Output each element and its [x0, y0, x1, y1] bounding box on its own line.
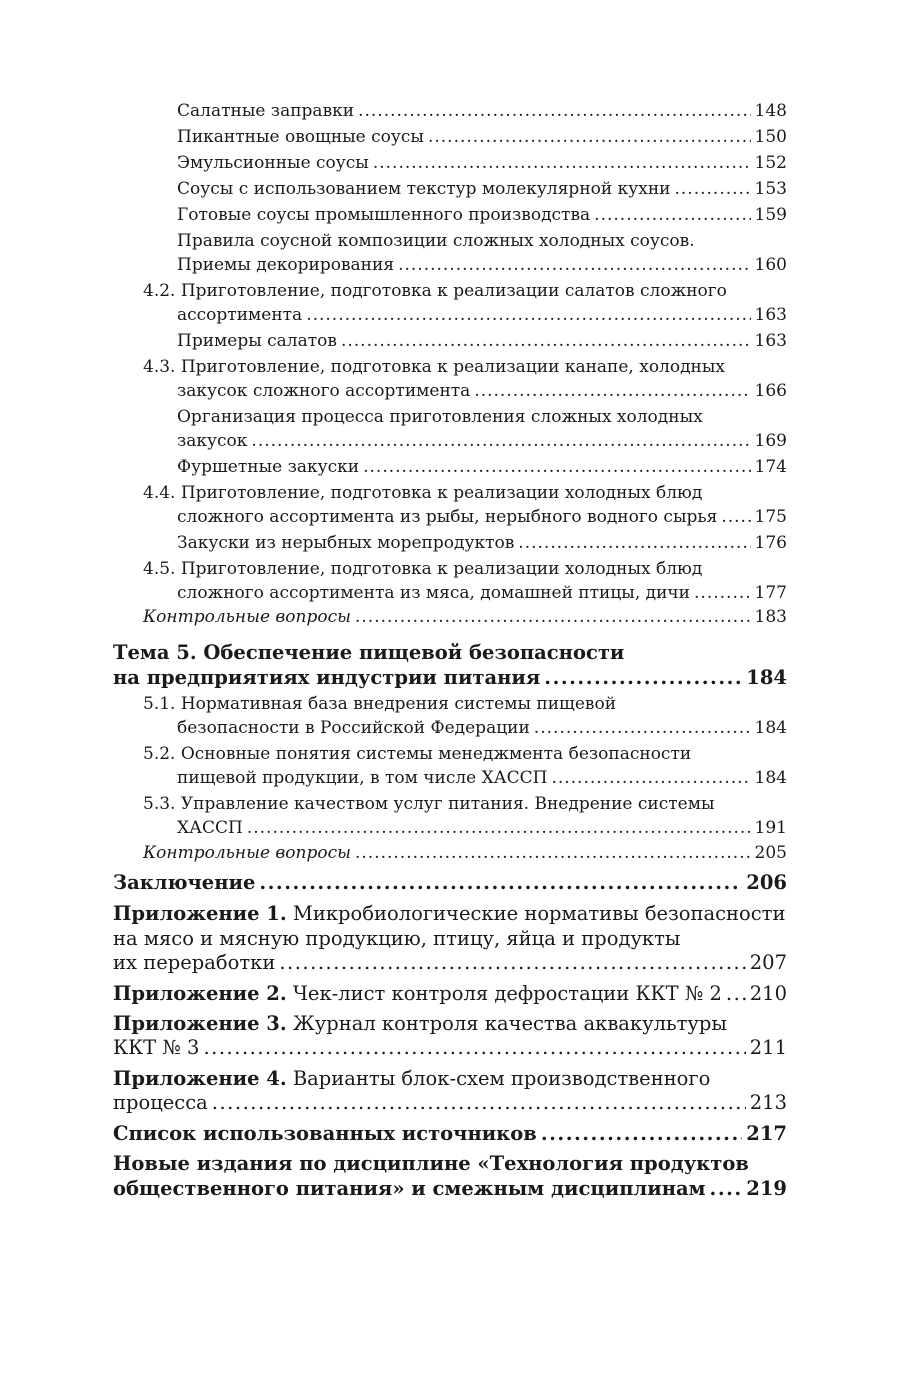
toc-page-number: 207 — [749, 951, 787, 974]
toc-entry-title: Приемы декорирования — [177, 255, 395, 275]
toc-entry-title: 5.2. Основные понятия системы менеджмента безопасности — [143, 744, 692, 764]
toc-line — [177, 766, 787, 790]
toc-line — [177, 379, 787, 403]
toc-appendix-line — [113, 1011, 787, 1037]
toc-line — [177, 329, 787, 353]
dot-leader — [428, 125, 751, 149]
toc-page-number: 150 — [754, 127, 787, 147]
toc-line — [177, 253, 787, 277]
toc-line — [143, 742, 787, 766]
toc-entry-title: Варианты блок-схем производственного — [286, 1067, 711, 1090]
toc-appendix-line — [113, 1090, 787, 1116]
toc-entry-title: 4.3. Приготовление, подготовка к реализации канапе, холодных — [143, 357, 726, 377]
toc-line — [177, 203, 787, 227]
toc-appendix-line — [113, 1066, 787, 1092]
toc-line — [143, 481, 787, 505]
toc-entry-title: 5.1. Нормативная база внедрения системы пищевой — [143, 694, 617, 714]
dot-leader — [675, 177, 751, 201]
toc-entry-title: Чек-лист контроля дефростации ККТ № 2 — [286, 982, 722, 1005]
toc-page-number: 176 — [754, 533, 787, 553]
dot-leader — [363, 455, 750, 479]
toc-entry-title: Микробиологические нормативы безопасности — [286, 902, 786, 925]
toc-entry-title: их переработки — [113, 951, 276, 974]
appendix-label: Приложение 3. — [113, 1012, 287, 1035]
toc-entry-title: общественного питания» и смежным дисциплинам — [113, 1177, 706, 1200]
toc-line — [177, 429, 787, 453]
toc-line — [177, 716, 787, 740]
toc-page-number: 175 — [754, 507, 787, 527]
dot-leader — [721, 505, 750, 529]
toc-line — [143, 279, 787, 303]
toc-line — [177, 816, 787, 840]
toc-heading — [113, 640, 787, 666]
dot-leader — [247, 816, 751, 840]
toc-page-number: 184 — [754, 768, 787, 788]
appendix-label: Приложение 1. — [113, 902, 287, 925]
toc-entry-title: Пикантные овощные соусы — [177, 127, 424, 147]
toc-line — [143, 557, 787, 581]
toc-entry-title: Контрольные вопросы — [143, 607, 351, 627]
toc-line — [143, 605, 787, 629]
toc-heading — [113, 1121, 787, 1147]
toc-line — [177, 229, 787, 253]
toc-entry-title: сложного ассортимента из мяса, домашней птицы, дичи — [177, 583, 691, 603]
toc-page-number: 153 — [754, 179, 787, 199]
dot-leader — [474, 379, 750, 403]
toc-entry-title: 4.5. Приготовление, подготовка к реализации холодных блюд — [143, 559, 703, 579]
toc-entry-title: Список использованных источников — [113, 1122, 537, 1145]
toc-appendix-line — [113, 901, 787, 927]
toc-line — [177, 177, 787, 201]
toc-entry-title: Салатные заправки — [177, 101, 355, 121]
toc-line — [177, 151, 787, 175]
dot-leader — [355, 605, 751, 629]
toc-line — [177, 99, 787, 123]
toc-page-number: 210 — [749, 982, 787, 1005]
toc-appendix-line — [113, 981, 787, 1007]
toc-line — [177, 125, 787, 149]
dot-leader — [355, 841, 751, 865]
dot-leader — [341, 329, 751, 353]
toc-heading — [113, 1151, 787, 1177]
toc-entry-title: ККТ № 3 — [113, 1036, 200, 1059]
toc-page-number: 184 — [746, 666, 787, 689]
dot-leader — [373, 151, 751, 175]
toc-line — [143, 792, 787, 816]
toc-entry-title: Журнал контроля качества аквакультуры — [286, 1012, 727, 1035]
toc-page-number: 174 — [754, 457, 787, 477]
toc-entry-title: безопасности в Российской Федерации — [177, 718, 530, 738]
toc-page-number: 205 — [754, 843, 787, 863]
toc-entry-title: Фуршетные закуски — [177, 457, 360, 477]
toc-page-number: 166 — [754, 381, 787, 401]
dot-leader — [544, 665, 742, 691]
toc-entry-title: закусок — [177, 431, 248, 451]
toc-entry-title: 4.4. Приготовление, подготовка к реализации холодных блюд — [143, 483, 703, 503]
dot-leader — [551, 766, 750, 790]
toc-entry-title: процесса — [113, 1091, 208, 1114]
toc-entry-title: Тема 5. Обеспечение пищевой безопасности — [113, 641, 625, 664]
toc-appendix-line — [113, 926, 787, 952]
toc-entry-title: Эмульсионные соусы — [177, 153, 369, 173]
toc-entry-title: Правила соусной композиции сложных холодных соусов. — [177, 231, 695, 251]
toc-page-number: 148 — [754, 101, 787, 121]
toc-page-number: 159 — [754, 205, 787, 225]
toc-entry-title: на мясо и мясную продукцию, птицу, яйца и продукты — [113, 927, 681, 950]
toc-page-number: 213 — [749, 1091, 787, 1114]
dot-leader — [203, 1035, 745, 1061]
toc-entry-title: на предприятиях индустрии питания — [113, 666, 541, 689]
toc-line — [143, 355, 787, 379]
toc-page-number: 211 — [749, 1036, 787, 1059]
toc-entry-title: Готовые соусы промышленного производства — [177, 205, 591, 225]
toc-heading — [113, 870, 787, 896]
toc-page-number: 183 — [754, 607, 787, 627]
toc-page-number: 177 — [754, 583, 787, 603]
dot-leader — [212, 1090, 746, 1116]
dot-leader — [726, 981, 746, 1007]
toc-page-number: 163 — [754, 305, 787, 325]
toc-page-number: 163 — [754, 331, 787, 351]
toc-entry-title: сложного ассортимента из рыбы, нерыбного водного сырья — [177, 507, 718, 527]
toc-entry-title: Организация процесса приготовления сложных холодных — [177, 407, 703, 427]
toc-line — [143, 841, 787, 865]
dot-leader — [259, 870, 742, 896]
toc-entry-title: Соусы с использованием текстур молекулярной кухни — [177, 179, 671, 199]
toc-entry-title: пищевой продукции, в том числе ХАССП — [177, 768, 548, 788]
dot-leader — [279, 950, 745, 976]
toc-line — [177, 505, 787, 529]
toc-page-number: 206 — [746, 871, 787, 894]
toc-page-number: 169 — [754, 431, 787, 451]
dot-leader — [534, 716, 751, 740]
dot-leader — [518, 531, 750, 555]
toc-line — [143, 692, 787, 716]
toc-entry-title: 5.3. Управление качеством услуг питания. Внедрение системы — [143, 794, 715, 814]
toc-line — [177, 581, 787, 605]
appendix-label: Приложение 2. — [113, 982, 287, 1005]
toc-entry-title: ХАССП — [177, 818, 243, 838]
dot-leader — [251, 429, 750, 453]
dot-leader — [594, 203, 750, 227]
toc-appendix-line — [113, 950, 787, 976]
toc-line — [177, 455, 787, 479]
toc-line — [177, 531, 787, 555]
toc-page-number: 191 — [754, 818, 787, 838]
toc-appendix-line — [113, 1035, 787, 1061]
dot-leader — [710, 1176, 743, 1202]
toc-line — [177, 405, 787, 429]
toc-heading — [113, 665, 787, 691]
toc-page-number: 184 — [754, 718, 787, 738]
toc-entry-title: Новые издания по дисциплине «Технология продуктов — [113, 1152, 749, 1175]
toc-page-number: 160 — [754, 255, 787, 275]
toc-entry-title: Закуски из нерыбных морепродуктов — [177, 533, 515, 553]
toc-entry-title: Заключение — [113, 871, 256, 894]
toc-entry-title: 4.2. Приготовление, подготовка к реализации салатов сложного — [143, 281, 727, 301]
toc-page-number: 217 — [746, 1122, 787, 1145]
dot-leader — [694, 581, 751, 605]
toc-entry-title: Контрольные вопросы — [143, 843, 351, 863]
appendix-label: Приложение 4. — [113, 1067, 287, 1090]
toc-entry-title: закусок сложного ассортимента — [177, 381, 471, 401]
toc-line — [177, 303, 787, 327]
dot-leader — [306, 303, 750, 327]
dot-leader — [541, 1121, 742, 1147]
toc-entry-title: Примеры салатов — [177, 331, 337, 351]
toc-page-number: 219 — [746, 1177, 787, 1200]
dot-leader — [398, 253, 750, 277]
toc-page-number: 152 — [754, 153, 787, 173]
toc-heading — [113, 1176, 787, 1202]
toc-entry-title: ассортимента — [177, 305, 303, 325]
dot-leader — [358, 99, 750, 123]
